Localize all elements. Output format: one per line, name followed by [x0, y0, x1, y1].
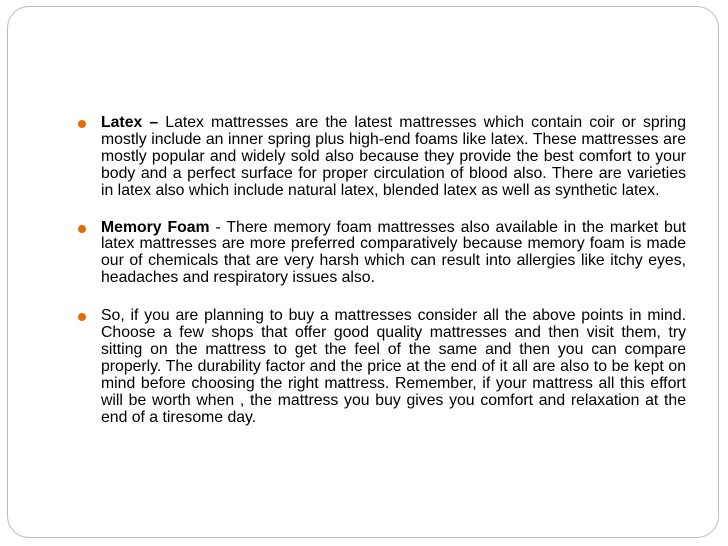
bullet-term: Memory Foam — [101, 218, 210, 236]
bullet-dot-icon — [78, 120, 86, 128]
bullet-dot-icon — [78, 225, 86, 233]
bullet-item-conclusion — [78, 308, 686, 426]
bullet-term: Latex – — [101, 114, 159, 131]
bullet-text: So, if you are planning to buy a mattresses consider all the above points in mind. Choose a few shops that offer good quality mattresses and then visit them, try sitting on the mattress to get the feel of the same and then you can compare properly. The durability factor and the price at the end of it all are also to be kept on mind before choosing the right mattress. Remember, if your mattress all this effort will be worth when , the mattress you buy gives you comfort and relaxation at the end of a tiresome day. — [101, 307, 686, 426]
bullet-item-latex — [78, 115, 686, 200]
bullet-text: Latex mattresses are the latest mattresses which contain coir or spring mostly include an inner spring plus high-end foams like latex. These mattresses are mostly popular and widely sold also because they provide the best comfort to your body and a perfect surface for proper circulation of blood also. There are varieties in latex also which include natural latex, blended latex as well as synthetic latex. — [101, 114, 686, 199]
bullet-text: - There memory foam mattresses also available in the market but latex mattresses are more preferred comparatively because memory foam is made our of chemicals that are very harsh which can result into allergies like itchy eyes, headaches and respiratory issues also. — [101, 218, 686, 287]
bullet-list — [78, 115, 686, 447]
bullet-dot-icon — [78, 313, 86, 321]
bullet-item-memory-foam — [78, 220, 686, 288]
